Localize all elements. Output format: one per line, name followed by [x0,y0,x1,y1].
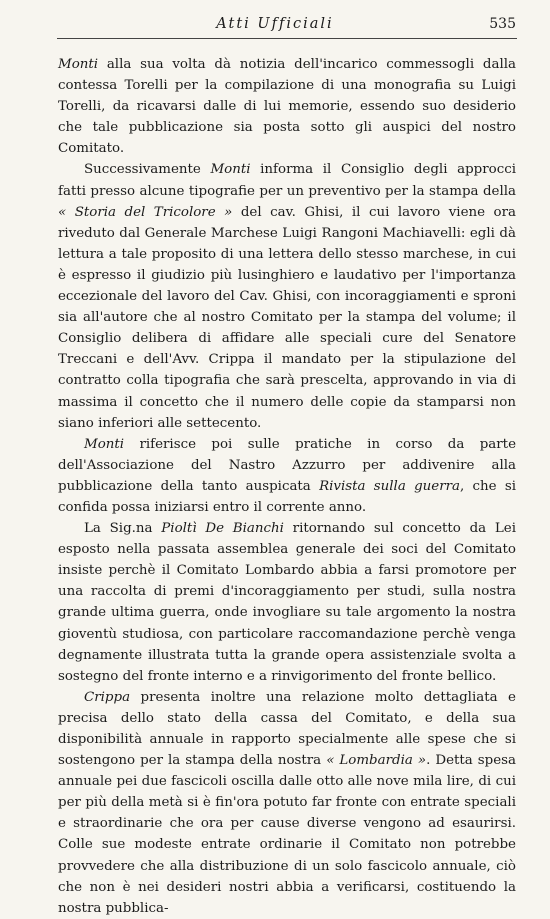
running-title: Atti Ufficiali [216,16,334,32]
paragraph [58,159,516,433]
text-segment: alla sua volta dà notizia dell'incarico commessogli dalla contessa Torelli per la compilazione di una monografia su Luigi Torelli, da ricavarsi dalle di lui memorie, essendo suo desiderio che tale pubblicazione sia posta sotto gli auspici del nostro Comitato. [58,57,516,157]
running-header [0,14,550,38]
paragraph [58,687,516,919]
italic-segment: Monti [210,162,251,178]
body-text [58,54,516,919]
text-segment: informa il Consiglio degli approcci fatti presso alcune tipografie per un preventivo per la stampa della [58,162,516,199]
text-segment: riferisce poi sulle pratiche in corso da parte dell'Associazione del Nastro Azzurro per addivenire alla pubblicazione della tanto auspicata [58,436,516,494]
italic-segment: « Storia del Tricolore » [58,204,233,220]
paragraph [58,54,516,159]
paragraph [58,518,516,687]
italic-segment: Pioltì De Bianchi [161,521,284,537]
text-segment: ritornando sul concetto da Lei esposto nella passata assemblea generale dei soci del Comitato insiste perchè il Comitato Lombardo abbia a farsi promotore per una raccolta di premi d'incoraggiamento per studi, sulla nostra grande ultima guerra, onde invogliare su tale argomento la nostra gioventù studiosa, con particolare raccomandazione perchè venga degnamente illustrata tutta la grande opera assistenziale svolta a sostegno del fronte interno e a rinvigorimento del fronte bellico. [58,521,516,684]
text-segment: , che si confida possa iniziarsi entro il corrente anno. [58,478,516,515]
text-segment: presenta inoltre una relazione molto dettagliata e precisa dello stato della cassa del Comitato, e della sua disponibilità annuale in rapporto specialmente alle spese che si sostengono per la stampa della nostra [58,689,516,769]
text-segment: del cav. Ghisi, il cui lavoro viene ora riveduto dal Generale Marchese Luigi Rangoni Machiavelli: egli dà lettura a tale proposito di una lettera dello stesso marchese, in cui è espresso il giudizio più lusinghiero e laudativo per l'importanza eccezionale del lavoro del Cav. Ghisi, con incoraggiamenti e sproni sia all'autore che al nostro Comitato per la stampa del volume; il Consiglio delibera di affidare alle speciali cure del Senatore Treccani e dell'Avv. Crippa il mandato per la stipulazione del contratto colla tipografia che sarà prescelta, approvando in via di massima il concetto che il numero delle copie da stamparsi non siano inferiori alle settecento. [58,204,516,431]
italic-segment: Rivista sulla guerra [319,478,460,494]
text-segment: . Detta spesa annuale pei due fascicoli oscilla dalle otto alle nove mila lire, di cui per più della metà si è fin'ora potuto far fronte con entrate speciali e straordinarie che ora per cause diverse vengono ad esaurirsi. Colle sue modeste entrate ordinarie il Comitato non potrebbe provvedere che alla distribuzione di un solo fascicolo annuale, ciò che non è nei desideri nostri abbia a verificarsi, costituendo la nostra pubblica- [58,753,516,916]
italic-segment: Crippa [84,689,131,705]
italic-segment: Monti [58,57,99,72]
italic-segment: Monti [84,436,125,452]
text-segment: Successivamente [84,162,211,178]
text-segment: La Sig.na [84,521,162,537]
paragraph [58,434,516,518]
header-rule [57,38,517,39]
italic-segment: « Lombardia » [326,753,427,769]
page-number: 535 [489,16,516,32]
